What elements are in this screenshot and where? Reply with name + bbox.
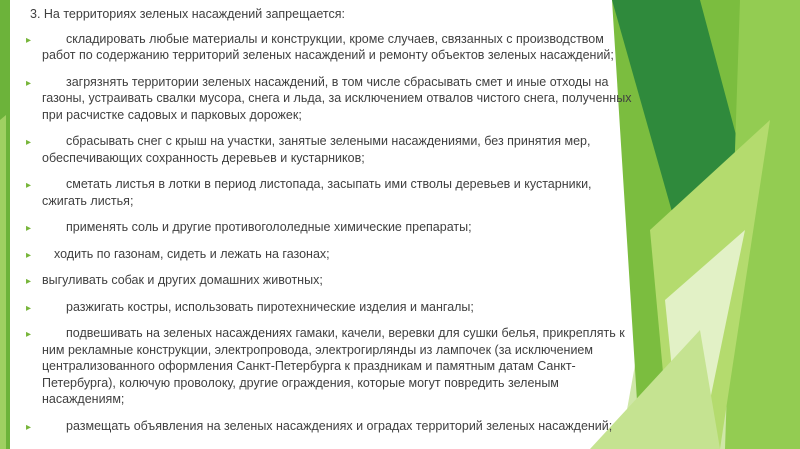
slide-content bbox=[24, 6, 636, 444]
bullet-icon: ▸ bbox=[26, 137, 32, 148]
list-item-text: размещать объявления на зеленых насаждениях и оградах территорий зеленых насаждений; bbox=[66, 418, 613, 433]
list-item-text: выгуливать собак и других домашних животных; bbox=[42, 273, 323, 287]
bullet-icon: ▸ bbox=[26, 77, 32, 89]
list-item bbox=[24, 176, 636, 209]
section-heading: 3. На территориях зеленых насаждений запрещается: bbox=[30, 7, 345, 21]
list-item-text: сбрасывать снег с крыш на участки, занятые зелеными насаждениями, без принятия мер, обеспечивающих сохранность деревьев и кустарников; bbox=[42, 134, 591, 165]
list-item bbox=[24, 272, 636, 289]
bullet-icon: ▸ bbox=[26, 329, 32, 340]
bullet-icon: ▸ bbox=[26, 34, 32, 46]
list-item bbox=[24, 133, 636, 166]
bullet-icon: ▸ bbox=[26, 249, 32, 261]
list-item bbox=[24, 31, 636, 64]
left-edge-highlight bbox=[0, 115, 6, 449]
list-item bbox=[24, 74, 636, 124]
bullet-icon: ▸ bbox=[26, 223, 32, 234]
list-item-text: сметать листья в лотки в период листопада, засыпать ими стволы деревьев и кустарники, сжигать листья; bbox=[42, 177, 592, 208]
list-item-text: складировать любые материалы и конструкции, кроме случаев, связанных с производством работ по содержанию территорий зеленых насаждений и ремонту объектов зеленых насаждений; bbox=[42, 31, 614, 62]
list-item bbox=[24, 325, 636, 408]
bullet-icon: ▸ bbox=[26, 180, 32, 191]
list-item-text: применять соль и другие противогололедные химические препараты; bbox=[66, 220, 472, 234]
bullet-icon: ▸ bbox=[26, 302, 32, 314]
list-item-text: ходить по газонам, сидеть и лежать на газонах; bbox=[54, 246, 330, 261]
bullet-icon: ▸ bbox=[26, 276, 32, 287]
list-item-text: загрязнять территории зеленых насаждений, в том числе сбрасывать смет и иные отходы на газоны, устраивать свалки мусора, снега и льда, за исключением отвалов чистого снега, полученных при расчистке садовых и парковых дорожек; bbox=[42, 74, 632, 122]
list-item-text: подвешивать на зеленых насаждениях гамаки, качели, веревки для сушки белья, прикреплять к ним рекламные конструкции, электропровода, электрогирлянды из лампочек (за исключением централизованного оформления Санкт-Петербурга к праздникам и памятным датам Санкт-Петербурга), колючую проволоку, другие ограждения, которые могут повредить зеленым насаждениям; bbox=[42, 326, 625, 406]
list-item-text: разжигать костры, использовать пиротехнические изделия и мангалы; bbox=[66, 299, 474, 314]
list-item bbox=[24, 418, 636, 435]
bullet-icon: ▸ bbox=[26, 421, 32, 433]
list-item bbox=[24, 219, 636, 236]
list-item bbox=[24, 246, 636, 263]
list-item bbox=[24, 299, 636, 316]
